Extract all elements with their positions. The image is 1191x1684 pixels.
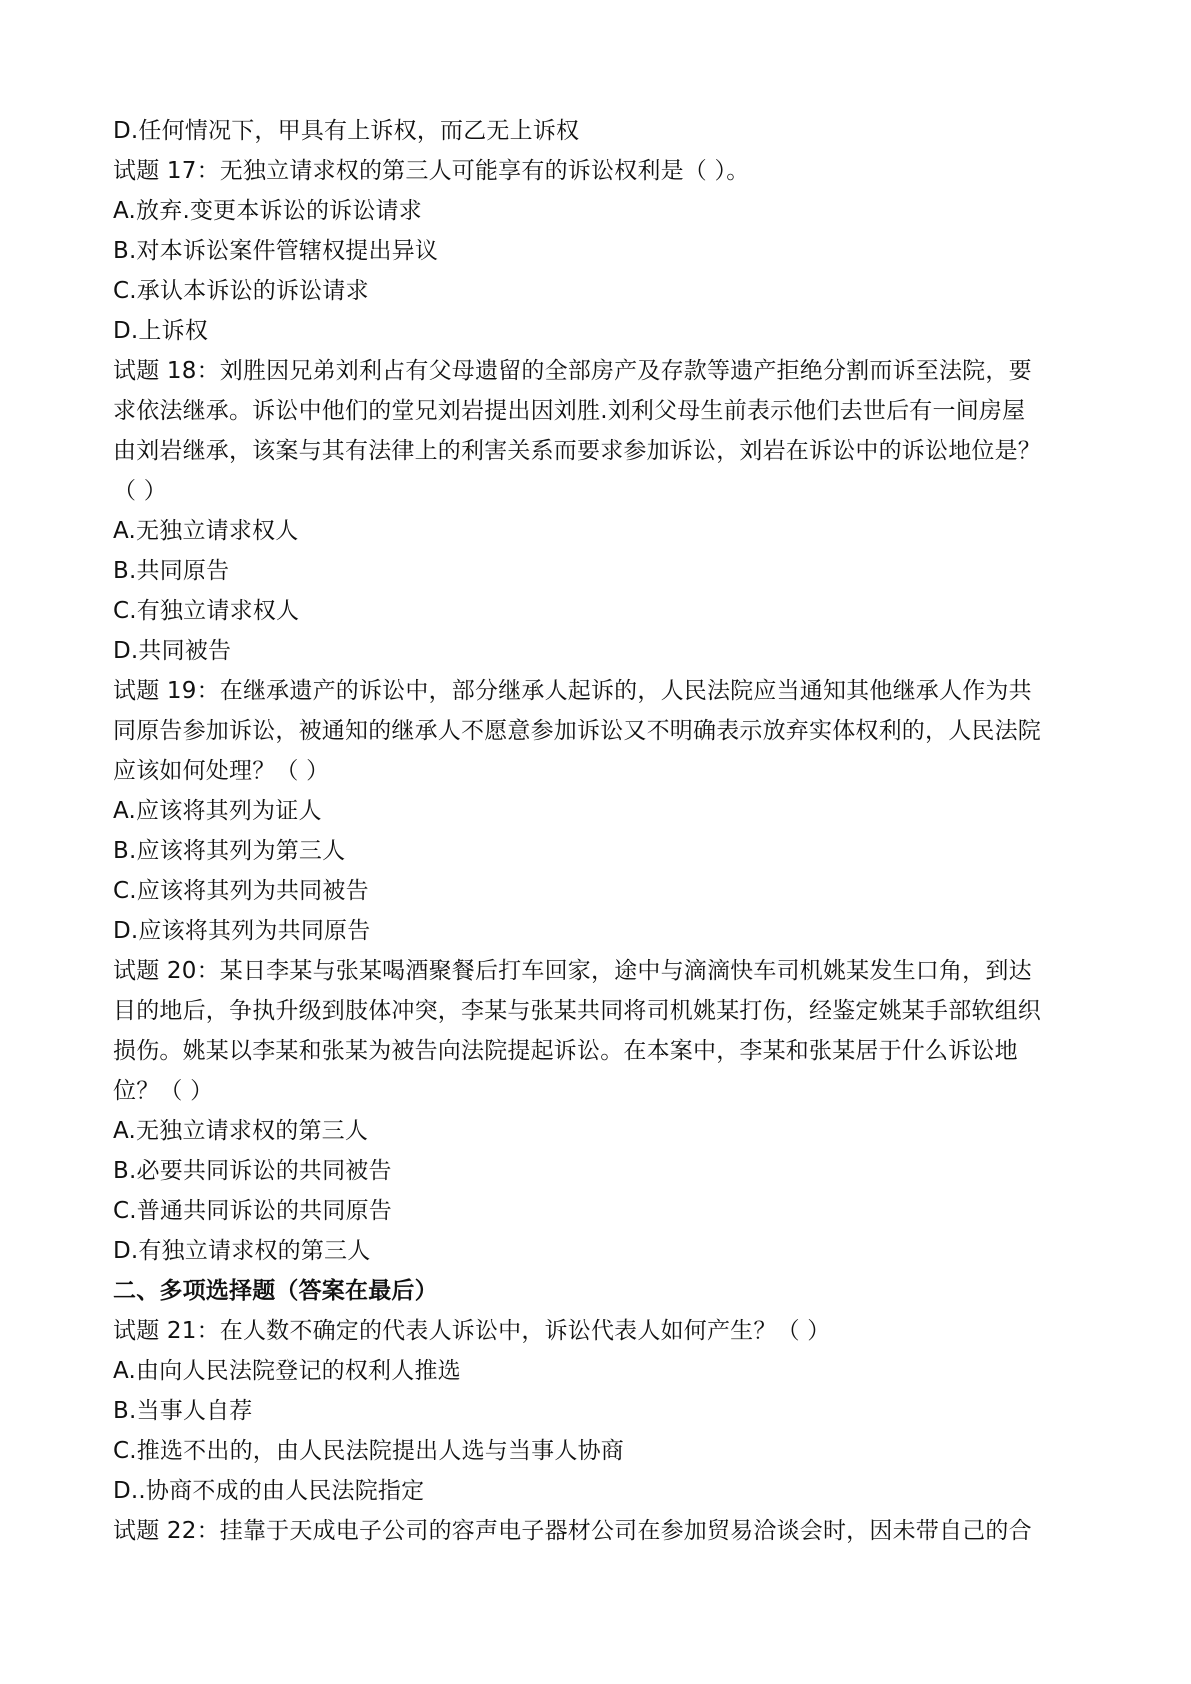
option-text: C.推选不出的，由人民法院提出人选与当事人协商	[113, 1438, 624, 1464]
question-text: 损伤。姚某以李某和张某为被告向法院提起诉讼。在本案中，李某和张某居于什么诉讼地	[113, 1038, 1018, 1064]
option-text: D.上诉权	[113, 318, 209, 344]
option-text: B.当事人自荐	[113, 1398, 253, 1424]
option-text: B.共同原告	[113, 558, 230, 584]
question-text: 试题 22：挂靠于天成电子公司的容声电子器材公司在参加贸易洽谈会时，因未带自己的合	[113, 1518, 1032, 1544]
question-text: 求依法继承。诉讼中他们的堂兄刘岩提出因刘胜.刘利父母生前表示他们去世后有一间房屋	[113, 398, 1026, 424]
option-text: D.有独立请求权的第三人	[113, 1238, 371, 1264]
document-page	[113, 111, 1093, 1551]
question-text: 位？（ ）	[113, 1078, 214, 1104]
question-text: 由刘岩继承，该案与其有法律上的利害关系而要求参加诉讼，刘岩在诉讼中的诉讼地位是？	[113, 438, 1041, 464]
option-text: C.应该将其列为共同被告	[113, 878, 369, 904]
option-text: B.必要共同诉讼的共同被告	[113, 1158, 392, 1184]
option-text: D.应该将其列为共同原告	[113, 918, 371, 944]
option-text: D.任何情况下，甲具有上诉权，而乙无上诉权	[113, 118, 580, 144]
option-text: A.无独立请求权人	[113, 518, 299, 544]
question-text: 试题 19：在继承遗产的诉讼中，部分继承人起诉的，人民法院应当通知其他继承人作为共	[113, 678, 1032, 704]
question-text: 试题 18：刘胜因兄弟刘利占有父母遗留的全部房产及存款等遗产拒绝分割而诉至法院，要	[113, 358, 1032, 384]
question-text: 试题 20：某日李某与张某喝酒聚餐后打车回家，途中与滴滴快车司机姚某发生口角，到达	[113, 958, 1032, 984]
option-text: A.放弃.变更本诉讼的诉讼请求	[113, 198, 422, 224]
option-text: A.由向人民法院登记的权利人推选	[113, 1358, 461, 1384]
option-text: B.对本诉讼案件管辖权提出异议	[113, 238, 439, 264]
option-text: C.承认本诉讼的诉讼请求	[113, 278, 369, 304]
option-text: C.有独立请求权人	[113, 598, 300, 624]
option-text: B.应该将其列为第三人	[113, 838, 346, 864]
section-heading: 二、多项选择题（答案在最后）	[113, 1278, 438, 1304]
option-text: A.应该将其列为证人	[113, 798, 322, 824]
question-text: 目的地后，争执升级到肢体冲突，李某与张某共同将司机姚某打伤，经鉴定姚某手部软组织	[113, 998, 1041, 1024]
question-text: 同原告参加诉讼，被通知的继承人不愿意参加诉讼又不明确表示放弃实体权利的，人民法院	[113, 718, 1041, 744]
option-text: A.无独立请求权的第三人	[113, 1118, 369, 1144]
option-text: D.共同被告	[113, 638, 232, 664]
option-text: D..协商不成的由人民法院指定	[113, 1478, 425, 1504]
question-text: 试题 17：无独立请求权的第三人可能享有的诉讼权利是（ ）。	[113, 158, 750, 184]
option-text: C.普通共同诉讼的共同原告	[113, 1198, 392, 1224]
question-text: （ ）	[113, 478, 167, 504]
question-text: 试题 21：在人数不确定的代表人诉讼中，诉讼代表人如何产生？（ ）	[113, 1318, 831, 1344]
question-text: 应该如何处理？（ ）	[113, 758, 330, 784]
